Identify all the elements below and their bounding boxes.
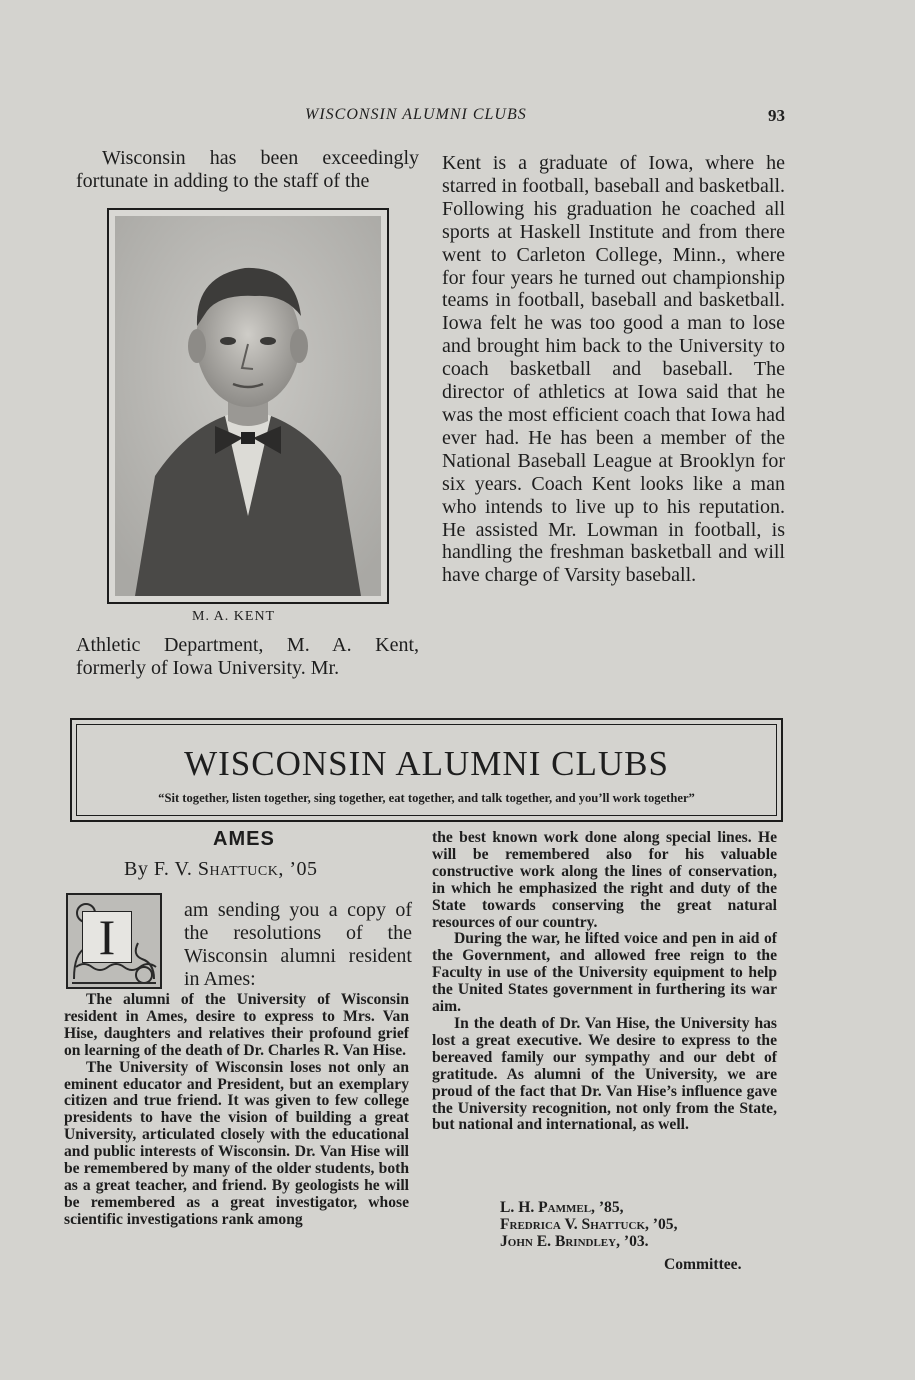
signature-brindley: John E. Brindley, ’03.: [500, 1232, 649, 1250]
kent-article-continuation: [76, 634, 419, 680]
resolution-paragraph: During the war, he lifted voice and pen in aid of the Government, and allowed free reign to the Faculty in use of the University equipment to help the United States government in furthering its war aim.: [432, 930, 777, 1016]
portrait-illustration: [115, 216, 381, 596]
ornamental-dropcap: [66, 893, 162, 989]
kent-article-intro: [76, 147, 419, 193]
resolution-paragraph: The University of Wisconsin loses not only an eminent educator and President, but an exemplary citizen and true friend. It was given to few college presidents to have the vision of building a great University, articulated closely with the educational and public interests of Wisconsin. Dr. Van Hise will be remembered by many of the older students, both as a great teacher, and friend. By geologists he will be remembered as a great investigator, whose scientific investigations rank among: [64, 1058, 409, 1228]
kent-continuation-paragraph: Athletic Department, M. A. Kent, formerly of Iowa University. Mr.: [76, 634, 419, 679]
dropcap-letter: I: [82, 911, 132, 963]
signature-pammel: L. H. Pammel, ’85,: [500, 1199, 624, 1216]
kent-bio-paragraph: Kent is a graduate of Iowa, where he starred in football, baseball and basketball. Following his graduation he coached all sports at Haskell Institute and from there went to Carleton College, Minn., where for four years he turned out championship teams in football, baseball and basketball. Iowa felt he was too good a man to lose and brought him back to the University to coach basketball and baseball. The director of athletics at Iowa said that he was the most efficient coach that Iowa had ever had. He has been a member of the National Baseball League at Brooklyn for six years. Coach Kent looks like a man who intends to live up to his reputation. He assisted Mr. Lowman in football, is handling the freshman basketball and will have charge of Varsity baseball.: [442, 152, 785, 587]
ames-heading: AMES: [213, 828, 275, 850]
resolution-paragraph: The alumni of the University of Wisconsin resident in Ames, desire to express to Mrs. Van Hise, daughters and relatives their profound grief on learning of the death of Dr. Charles R. Van Hise.: [64, 991, 409, 1059]
ames-byline: By F. V. Shattuck, ’05: [124, 858, 318, 880]
kent-article-right-column: [442, 152, 785, 587]
resolution-left-column: [64, 992, 409, 1229]
kent-portrait-photo: [107, 208, 389, 604]
section-motto: “Sit together, listen together, sing together, eat together, and talk together, and you’ll work together”: [158, 791, 695, 805]
committee-label: Committee.: [664, 1256, 742, 1273]
ames-lead-text: am sending you a copy of the resolutions of the Wisconsin alumni resident in Ames:: [184, 899, 412, 990]
kent-intro-paragraph: Wisconsin has been exceedingly fortunate in adding to the staff of the: [76, 147, 419, 192]
running-header: [0, 106, 915, 130]
running-header-title: WISCONSIN ALUMNI CLUBS: [305, 106, 527, 123]
photo-caption: M. A. KENT: [192, 609, 276, 624]
section-title: WISCONSIN ALUMNI CLUBS: [184, 744, 669, 783]
section-banner: [70, 718, 783, 822]
resolution-paragraph: the best known work done along special lines. He will be remembered also for his valuable constructive work along the lines of conservation, in which he emphasized the right and duty of the State towards conserving the great natural resources of our country.: [432, 829, 777, 931]
section-banner-inner: [76, 724, 777, 816]
committee-signatures: [500, 1200, 780, 1251]
page-number: 93: [768, 106, 785, 125]
resolution-right-column: [432, 830, 777, 1134]
signature-shattuck: Fredrica V. Shattuck, ’05,: [500, 1215, 678, 1233]
resolution-paragraph: In the death of Dr. Van Hise, the University has lost a great executive. We desire to express to the bereaved family our sympathy and our debt of gratitude. As alumni of the University, we are proud of the fact that Dr. Van Hise’s influence gave the University recognition, not only from the State, but national and international, as well.: [432, 1014, 777, 1134]
